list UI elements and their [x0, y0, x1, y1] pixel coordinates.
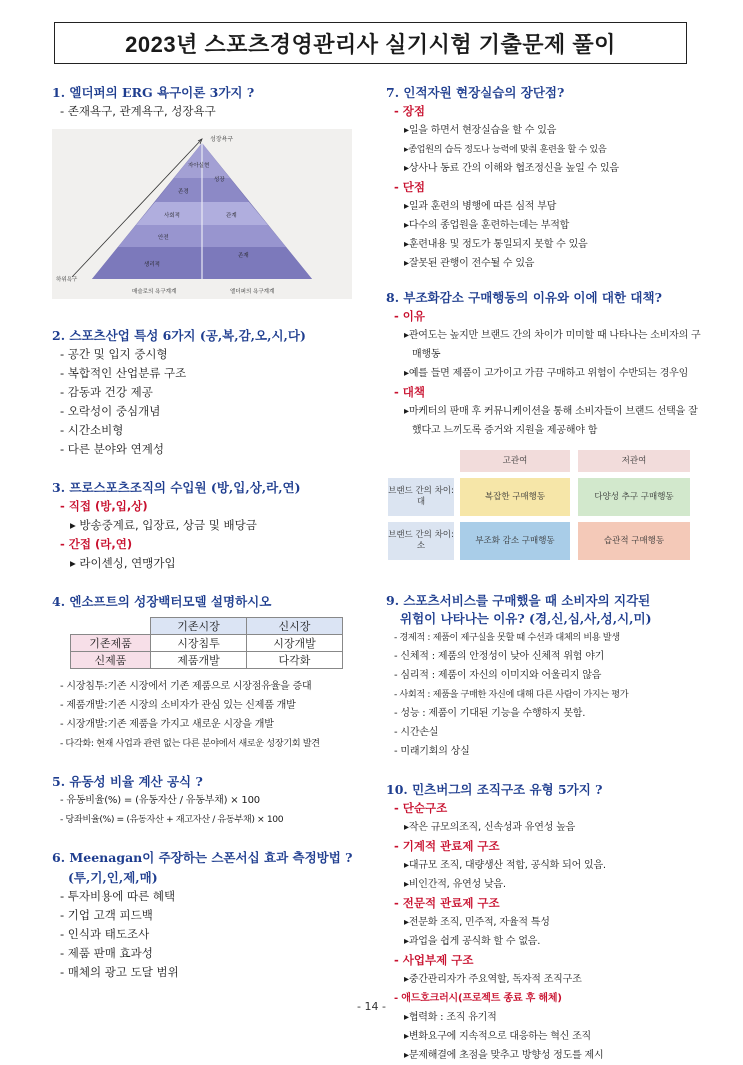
grid-row-big: 브랜드 간의 차이: 대 — [388, 478, 454, 516]
q10-group-label: - 애드호크러시(프로젝트 종료 후 해체) — [394, 993, 562, 1004]
pyramid-left-label: 안전 — [158, 235, 169, 241]
list-item: - 시간손실 — [394, 727, 439, 738]
q3-heading: 3. 프로스포츠조직의 수입원 (방,입,상,라,연) — [52, 480, 301, 495]
list-item: - 매체의 광고 도달 범위 — [60, 965, 179, 979]
q3-indirect-label: - 간접 (라,연) — [60, 537, 133, 551]
question-7 — [386, 84, 708, 273]
left-column — [52, 84, 362, 982]
list-item: - 복합적인 산업분류 구조 — [60, 366, 187, 380]
list-item: ▸비인간적, 유연성 낮음. — [404, 879, 506, 890]
pyramid-left-label: 자아실현 — [188, 163, 210, 169]
right-column — [386, 84, 708, 1065]
page-number: - 14 - — [357, 1000, 386, 1013]
table-cell: 시장침투 — [151, 635, 247, 652]
list-item: - 감동과 건강 제공 — [60, 385, 153, 399]
table-row-header: 기존제품 — [71, 635, 151, 652]
question-8 — [386, 289, 708, 562]
q1-answer: - 존재욕구, 관계욕구, 성장욕구 — [60, 104, 216, 118]
list-item: - 제품개발:기존 시장의 소비자가 관심 있는 신제품 개발 — [60, 700, 296, 711]
pyramid-left-label: 생리적 — [144, 262, 160, 268]
list-item: - 시장개발:기존 제품을 가지고 새로운 시장을 개발 — [60, 719, 274, 730]
page-title-box — [54, 22, 687, 64]
q9-heading: 9. 스포츠서비스를 구매했을 때 소비자의 지각된 — [386, 593, 651, 608]
list-item: ▸과업을 쉽게 공식화 할 수 없음. — [404, 936, 541, 947]
list-item: ▸문제해결에 초점을 맞추고 방향성 정도를 제시 — [404, 1050, 604, 1061]
grid-col-low: 저관여 — [578, 450, 690, 472]
pyramid-left-label: 존경 — [178, 189, 189, 195]
table-cell — [71, 618, 151, 635]
table-row-header: 신제품 — [71, 652, 151, 669]
list-item: - 성능 : 제품이 기대된 기능을 수행하지 못함. — [394, 708, 586, 719]
pyramid-caption-right: 엘더퍼의 욕구계계 — [230, 289, 275, 295]
q7-cons-label: - 단점 — [394, 180, 425, 194]
table-cell: 제품개발 — [151, 652, 247, 669]
q2-heading: 2. 스포츠산업 특성 6가지 (공,복,감,오,시,다) — [52, 328, 306, 343]
pyramid-top-label: 성장욕구 — [210, 136, 234, 143]
q4-heading: 4. 엔소프트의 성장백터모델 설명하시오 — [52, 594, 272, 609]
list-item: - 유동비율(%) = (유동자산 / 유동부채) × 100 — [60, 795, 260, 806]
pyramid-image — [52, 129, 352, 299]
list-item: - 사회적 : 제품을 구매한 자신에 대해 다른 사람이 가지는 평가 — [394, 689, 629, 700]
list-item: ▸일과 훈련의 병행에 따른 심적 부담 — [404, 201, 557, 212]
ansoff-matrix-table — [70, 617, 343, 669]
grid-cell-variety: 다양성 추구 구매행동 — [578, 478, 690, 516]
q10-group-label: - 기계적 관료제 구조 — [394, 839, 500, 853]
list-item: - 당좌비율(%) = (유동자산 + 재고자산 / 유동부채) × 100 — [60, 814, 284, 825]
grid-col-high: 고관여 — [460, 450, 570, 472]
question-3 — [52, 479, 362, 573]
list-item: - 기업 고객 피드백 — [60, 908, 153, 922]
list-item: ▸종업원의 습득 정도나 능력에 맞춰 훈련을 할 수 있음 — [404, 144, 607, 155]
list-item: - 신체적 : 제품의 안정성이 낮아 신체적 위험 야기 — [394, 651, 605, 662]
purchase-behavior-grid — [388, 450, 693, 562]
table-header-cell: 기존시장 — [151, 618, 247, 635]
question-1 — [52, 84, 362, 299]
list-item: ▸상사나 동료 간의 이해와 협조정신을 높일 수 있음 — [404, 163, 619, 174]
pyramid-right-label: 존재 — [238, 253, 249, 259]
q7-pros-label: - 장점 — [394, 104, 425, 118]
list-item: - 다각화: 현재 사업과 관련 없는 다른 분야에서 새로운 성장기회 발견 — [60, 738, 320, 749]
table-header-cell: 신시장 — [247, 618, 343, 635]
list-item: ▸대규모 조직, 대량생산 적합, 공식화 되어 있음. — [404, 860, 606, 871]
list-item: ▸마케터의 판매 후 커뮤니케이션을 통해 소비자들이 브랜드 선택을 잘 했다고 느끼도록 증거와 지원을 제공해야 함 — [404, 406, 698, 436]
q6-heading-2: (투,기,인,제,매) — [68, 870, 158, 885]
q8-heading: 8. 부조화감소 구매행동의 이유와 이에 대한 대책? — [386, 290, 662, 305]
list-item: - 미래기회의 상실 — [394, 746, 470, 757]
list-item: - 제품 판매 효과성 — [60, 946, 153, 960]
question-5 — [52, 773, 362, 829]
list-item: ▸작은 규모의조직, 신속성과 유연성 높음 — [404, 822, 576, 833]
q7-heading: 7. 인적자원 현장실습의 장단점? — [386, 85, 565, 100]
pyramid-caption-left: 매슬로의 욕구계계 — [132, 289, 177, 295]
pyramid-left-label: 사회적 — [164, 213, 180, 219]
q10-group-label: - 단순구조 — [394, 801, 448, 815]
pyramid-right-label: 관계 — [226, 213, 237, 219]
list-item: ▸훈련내용 및 정도가 통일되지 못할 수 있음 — [404, 239, 588, 250]
list-item: ▸ 방송중계료, 입장료, 상금 및 배당금 — [70, 518, 257, 532]
list-item: - 심리적 : 제품이 자신의 이미지와 어울리지 않음 — [394, 670, 602, 681]
question-10 — [386, 781, 708, 1065]
question-6 — [52, 849, 362, 982]
question-4 — [52, 593, 362, 753]
pyramid-axis-label: 하위욕구 — [56, 277, 78, 283]
pyramid-right-label: 성장 — [214, 177, 225, 183]
list-item: ▸일을 하면서 현장실습을 할 수 있음 — [404, 125, 557, 136]
list-item: ▸변화요구에 지속적으로 대응하는 혁신 조직 — [404, 1031, 592, 1042]
list-item: ▸다수의 종업원을 훈련하는데는 부적합 — [404, 220, 570, 231]
list-item: ▸중간관리자가 주요역할, 독자적 조직구조 — [404, 974, 582, 985]
list-item: - 시간소비형 — [60, 423, 124, 437]
question-2 — [52, 327, 362, 459]
q8-measure-label: - 대책 — [394, 385, 425, 399]
list-item: - 경제적 : 제품이 제구실을 못할 때 수선과 대체의 비용 발생 — [394, 632, 620, 643]
list-item: - 다른 분야와 연계성 — [60, 442, 164, 456]
table-cell: 시장개발 — [247, 635, 343, 652]
grid-cell-complex: 복잡한 구매행동 — [460, 478, 570, 516]
q6-heading: 6. Meenagan이 주장하는 스폰서십 효과 측정방법 ? — [52, 850, 353, 865]
list-item: - 공간 및 입지 중시형 — [60, 347, 168, 361]
grid-row-small: 브랜드 간의 차이: 소 — [388, 522, 454, 560]
grid-cell-habitual: 습관적 구매행동 — [578, 522, 690, 560]
list-item: - 인식과 태도조사 — [60, 927, 150, 941]
list-item: - 오락성이 중심개념 — [60, 404, 161, 418]
table-cell: 다각화 — [247, 652, 343, 669]
q10-heading: 10. 민츠버그의 조직구조 유형 5가지 ? — [386, 782, 603, 797]
page-title: 2023년 스포츠경영관리사 실기시험 기출문제 풀이 — [125, 31, 616, 57]
q10-group-label: - 사업부제 구조 — [394, 953, 474, 967]
erg-pyramid-figure — [52, 129, 352, 299]
list-item: ▸관여도는 높지만 브랜드 간의 차이가 미미할 때 나타나는 소비자의 구매행동 — [404, 330, 701, 360]
list-item: ▸전문화 조직, 민주적, 자율적 특성 — [404, 917, 550, 928]
list-item: ▸예를 들면 제품이 고가이고 가끔 구매하고 위험이 수반되는 경우임 — [404, 368, 689, 379]
q3-direct-label: - 직접 (방,입,상) — [60, 499, 148, 513]
q1-heading: 1. 엘더퍼의 ERG 욕구이론 3가지 ? — [52, 85, 255, 100]
grid-cell-dissonance: 부조화 감소 구매행동 — [460, 522, 570, 560]
list-item: - 투자비용에 따른 혜택 — [60, 889, 176, 903]
list-item: - 시장침투:기존 시장에서 기존 제품으로 시장점유율을 증대 — [60, 681, 312, 692]
q5-heading: 5. 유동성 비율 계산 공식 ? — [52, 774, 203, 789]
q9-heading-2: 위험이 나타나는 이유? (경,신,심,사,성,시,미) — [400, 611, 652, 626]
list-item: ▸잘못된 관행이 전수될 수 있음 — [404, 258, 535, 269]
list-item: ▸ 라이센싱, 연맹가입 — [70, 556, 176, 570]
list-item: ▸협력화 : 조직 유기적 — [404, 1012, 497, 1023]
q8-reason-label: - 이유 — [394, 309, 425, 323]
question-9 — [386, 592, 708, 761]
q10-group-label: - 전문적 관료제 구조 — [394, 896, 500, 910]
